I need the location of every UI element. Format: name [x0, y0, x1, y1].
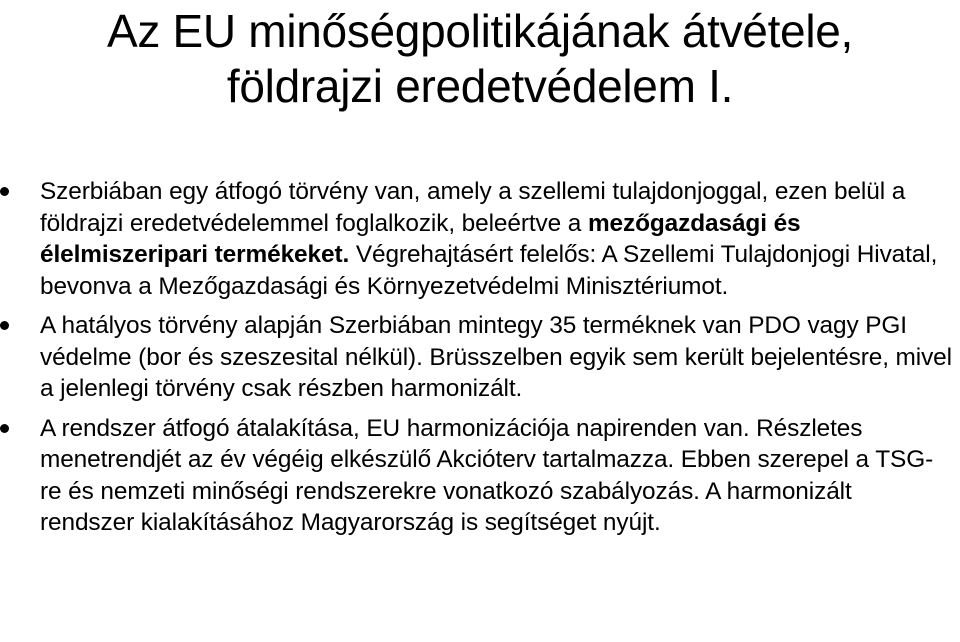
bullet-1-text-end: Végrehajtásért felelős: A Szellemi Tulajdonjogi Hivatal, bevonva a Mezőgazdasági és Környezetvédelmi Minisztériumot.: [40, 241, 938, 300]
bullet-dot-icon: [0, 187, 9, 196]
slide-title-line-2: földrajzi eredetvédelem I.: [226, 60, 734, 112]
bullet-dot-icon: [0, 321, 9, 330]
bullet-item-1: [0, 176, 960, 302]
bullet-1-text-bold: mezőgazdasági és élelmiszeripari termékeket.: [40, 209, 801, 268]
bullet-item-2: [0, 310, 960, 405]
bullet-1-text-start: Szerbiában egy átfogó törvény van, amely a szellemi tulajdonjoggal, ezen belül a földrajzi eredetvédelemmel foglalkozik, beleértve a: [40, 178, 906, 237]
bullet-3-text: A rendszer átfogó átalakítása, EU harmonizációja napirenden van. Részletes menetrendjét az év végéig elkészülő Akcióterv tartalmazza. Ebben szerepel a TSG-re és nemzeti minőségi rendszerekre vonatkozó szabályozás. A harmonizált rendszer kialakításához Magyarország is segítséget nyújt.: [40, 414, 934, 536]
slide-title: [20, 4, 940, 114]
bullet-item-3: [0, 413, 960, 539]
bullet-dot-icon: [0, 424, 9, 433]
bullet-2-text: A hatályos törvény alapján Szerbiában mintegy 35 terméknek van PDO vagy PGI védelme (bor és szeszesital nélkül). Brüsszelben egyik sem került bejelentésre, mivel a jelenlegi törvény csak részben harmonizált.: [40, 312, 952, 402]
slide-title-line-1: Az EU minőségpolitikájának átvétele,: [106, 5, 854, 57]
bullet-list: [0, 176, 960, 547]
